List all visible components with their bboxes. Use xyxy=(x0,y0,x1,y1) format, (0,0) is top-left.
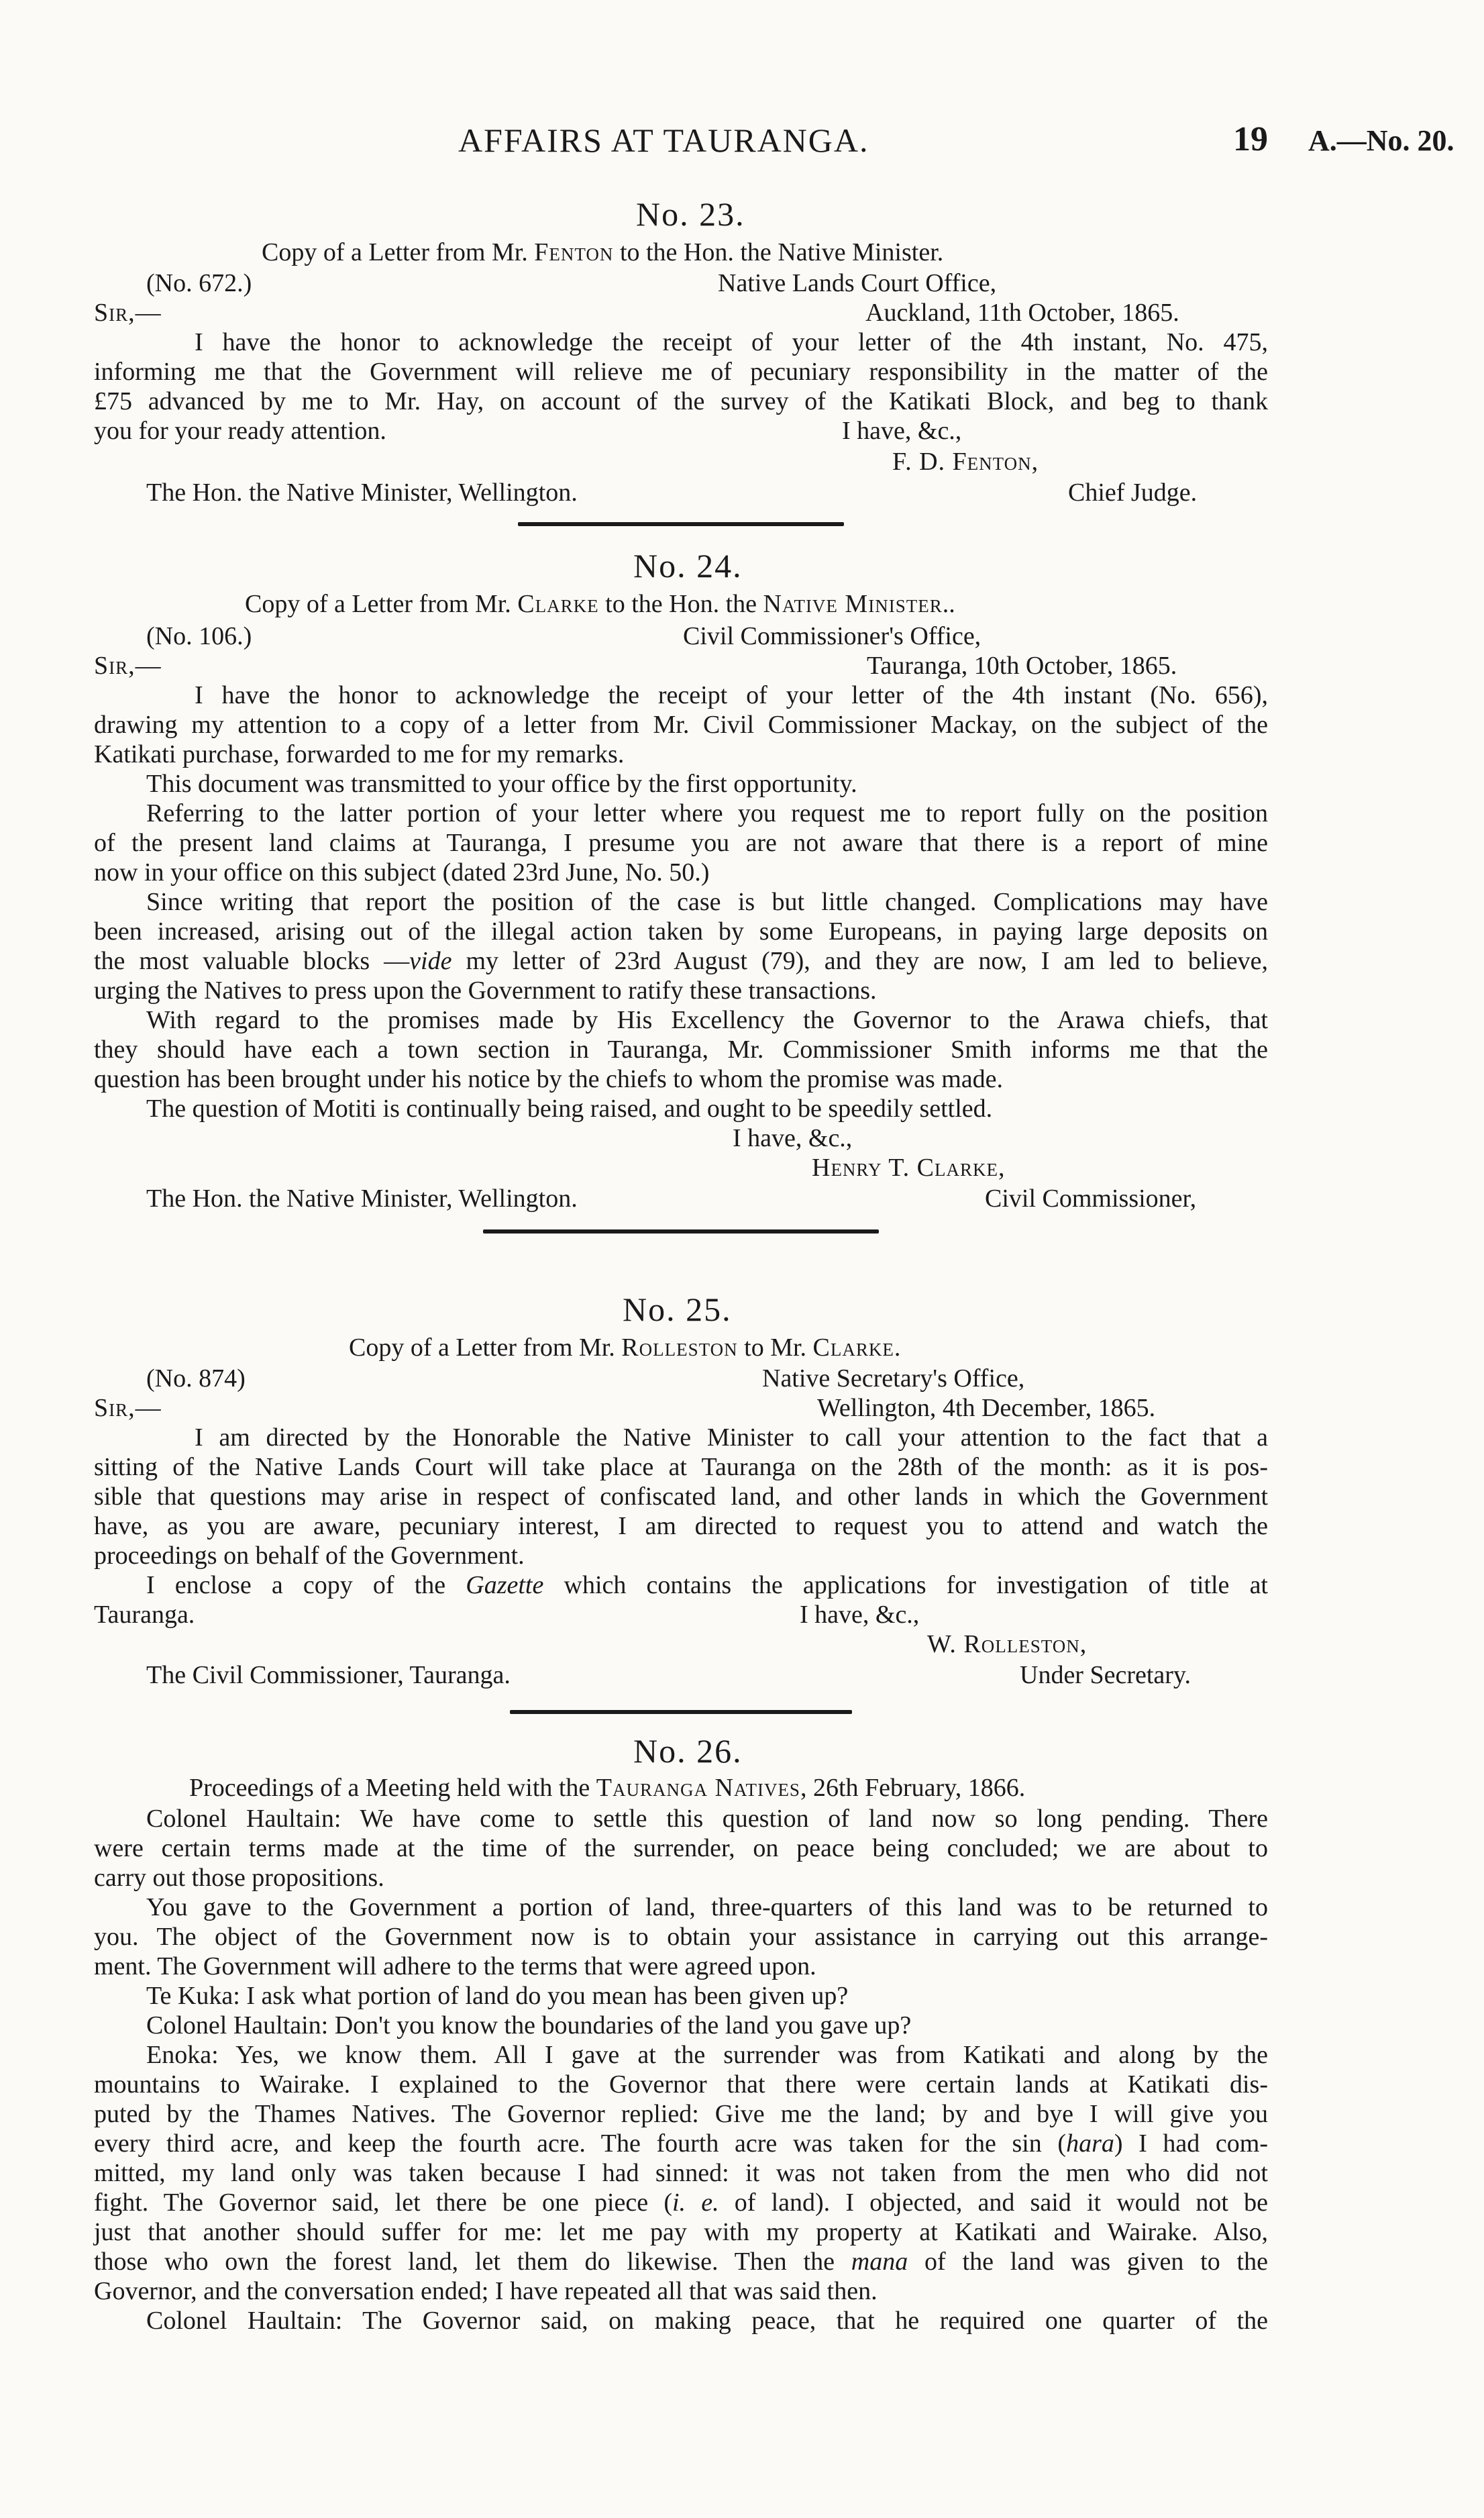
section-caption: Copy of a Letter from Mr. Clarke to the Hon. the Native Minister.. xyxy=(245,590,955,618)
paragraph-line: I have the honor to acknowledge the receipt of your letter of the 4th instant, No. 475, xyxy=(195,328,1268,356)
paragraph-line: question has been brought under his notice by the chiefs to whom the promise was made. xyxy=(94,1065,1004,1093)
letter-addressee: The Hon. the Native Minister, Wellington. xyxy=(146,479,578,507)
paragraph-line: proceedings on behalf of the Government. xyxy=(94,1542,525,1570)
letter-office: Native Secretary's Office, xyxy=(762,1364,1025,1393)
section-number: No. 26. xyxy=(633,1732,743,1770)
paragraph-line: ment. The Government will adhere to the terms that were agreed upon. xyxy=(94,1952,816,1980)
letter-place-date: Wellington, 4th December, 1865. xyxy=(817,1394,1156,1422)
page-number: 19 xyxy=(1233,120,1268,158)
paragraph-line: I have the honor to acknowledge the receipt of your letter of the 4th instant (No. 656), xyxy=(195,681,1268,709)
paragraph-line: Since writing that report the position of the case is but little changed. Complications may have xyxy=(146,888,1268,916)
paragraph-line: £75 advanced by me to Mr. Hay, on account of the survey of the Katikati Block, and beg to thank xyxy=(94,387,1268,415)
signatory-title: Under Secretary. xyxy=(1020,1661,1191,1689)
section-divider xyxy=(483,1229,879,1233)
section-caption: Copy of a Letter from Mr. Fenton to the Hon. the Native Minister. xyxy=(262,238,944,266)
letter-office: Native Lands Court Office, xyxy=(718,269,997,297)
paragraph-line: you for your ready attention. xyxy=(94,417,386,445)
running-title: AFFAIRS AT TAURANGA. xyxy=(458,121,869,159)
paragraph-line: Governor, and the conversation ended; I have repeated all that was said then. xyxy=(94,2277,878,2305)
paragraph-line: they should have each a town section in Tauranga, Mr. Commissioner Smith informs me that the xyxy=(94,1036,1268,1064)
paragraph-line: I enclose a copy of the Gazette which contains the applications for investigation of title at xyxy=(146,1571,1268,1599)
paragraph-line: those who own the forest land, let them do likewise. Then the mana of the land was given to the xyxy=(94,2248,1268,2276)
letter-ref-number: (No. 874) xyxy=(146,1364,246,1393)
paragraph-line: urging the Natives to press upon the Government to ratify these transactions. xyxy=(94,976,877,1005)
paragraph-line: now in your office on this subject (dated 23rd June, No. 50.) xyxy=(94,858,710,887)
section-divider xyxy=(518,522,844,526)
letter-closing: I have, &c., xyxy=(800,1601,920,1629)
paragraph-line: informing me that the Government will relieve me of pecuniary responsibility in the matter of the xyxy=(94,358,1268,386)
letter-place-date: Auckland, 11th October, 1865. xyxy=(865,299,1179,327)
letter-signature: Henry T. Clarke, xyxy=(812,1154,1006,1182)
paragraph-line: every third acre, and keep the fourth acre. The fourth acre was taken for the sin (hara) I had com- xyxy=(94,2129,1268,2158)
letter-signature: W. Rolleston, xyxy=(927,1630,1088,1658)
paragraph-line: Katikati purchase, forwarded to me for my remarks. xyxy=(94,740,625,768)
paragraph-line: of the present land claims at Tauranga, I presume you are not aware that there is a report of mine xyxy=(94,829,1268,857)
paragraph-line: puted by the Thames Natives. The Governor replied: Give me the land; by and bye I will give you xyxy=(94,2100,1268,2128)
document-reference: A.—No. 20. xyxy=(1308,124,1454,157)
letter-place-date: Tauranga, 10th October, 1865. xyxy=(867,652,1177,680)
paragraph-line: Colonel Haultain: The Governor said, on making peace, that he required one quarter of the xyxy=(146,2307,1268,2335)
paragraph-line: Tauranga. xyxy=(94,1601,195,1629)
paragraph-line: were certain terms made at the time of the surrender, on peace being concluded; we are about to xyxy=(94,1834,1268,1862)
paragraph-line: Enoka: Yes, we know them. All I gave at the surrender was from Katikati and along by the xyxy=(146,2041,1268,2069)
paragraph-line: drawing my attention to a copy of a letter from Mr. Civil Commissioner Mackay, on the subject of the xyxy=(94,711,1268,739)
letter-office: Civil Commissioner's Office, xyxy=(683,622,982,650)
salutation: Sir,— xyxy=(94,299,162,327)
section-caption: Proceedings of a Meeting held with the Tauranga Natives, 26th February, 1866. xyxy=(189,1774,1026,1802)
paragraph-line: just that another should suffer for me: let me pay with my property at Katikati and Wairake. Also, xyxy=(94,2218,1268,2246)
letter-closing: I have, &c., xyxy=(842,417,962,445)
paragraph-line: You gave to the Government a portion of land, three-quarters of this land was to be returned to xyxy=(146,1893,1268,1921)
paragraph-line: you. The object of the Government now is to obtain your assistance in carrying out this arrange- xyxy=(94,1923,1268,1951)
signatory-title: Chief Judge. xyxy=(1068,479,1198,507)
paragraph-line: mountains to Wairake. I explained to the Governor that there were certain lands at Katikati dis- xyxy=(94,2070,1268,2099)
letter-ref-number: (No. 106.) xyxy=(146,622,252,650)
paragraph-line: I am directed by the Honorable the Native Minister to call your attention to the fact that a xyxy=(195,1423,1268,1452)
paragraph-line: mitted, my land only was taken because I had sinned: it was not taken from the men who did not xyxy=(94,2159,1268,2187)
paragraph-line: Referring to the latter portion of your letter where you request me to report fully on the position xyxy=(146,799,1268,827)
paragraph-line: the most valuable blocks —vide my letter of 23rd August (79), and they are now, I am led to believe, xyxy=(94,947,1268,975)
section-number: No. 25. xyxy=(623,1291,732,1328)
paragraph-line: have, as you are aware, pecuniary interest, I am directed to request you to attend and watch the xyxy=(94,1512,1268,1540)
paragraph-line: Te Kuka: I ask what portion of land do you mean has been given up? xyxy=(146,1982,849,2010)
paragraph-line: fight. The Governor said, let there be one piece (i. e. of land). I objected, and said it would not be xyxy=(94,2188,1268,2217)
paragraph-line: been increased, arising out of the illegal action taken by some Europeans, in paying large deposits on xyxy=(94,917,1268,946)
paragraph-line: carry out those propositions. xyxy=(94,1864,384,1892)
paragraph-line: This document was transmitted to your office by the first opportunity. xyxy=(146,770,857,798)
paragraph-line: The question of Motiti is continually being raised, and ought to be speedily settled. xyxy=(146,1095,993,1123)
section-caption: Copy of a Letter from Mr. Rolleston to Mr. Clarke. xyxy=(349,1333,901,1362)
section-number: No. 23. xyxy=(636,195,745,233)
paragraph-line: sitting of the Native Lands Court will take place at Tauranga on the 28th of the month: as it is pos- xyxy=(94,1453,1268,1481)
salutation: Sir,— xyxy=(94,652,162,680)
letter-addressee: The Hon. the Native Minister, Wellington. xyxy=(146,1185,578,1213)
paragraph-line: Colonel Haultain: Don't you know the boundaries of the land you gave up? xyxy=(146,2011,912,2039)
section-number: No. 24. xyxy=(633,547,743,585)
letter-closing: I have, &c., xyxy=(733,1124,853,1152)
salutation: Sir,— xyxy=(94,1394,162,1422)
paragraph-line: With regard to the promises made by His Excellency the Governor to the Arawa chiefs, that xyxy=(146,1006,1268,1034)
section-divider xyxy=(510,1710,852,1714)
signatory-title: Civil Commissioner, xyxy=(985,1185,1197,1213)
paragraph-line: Colonel Haultain: We have come to settle this question of land now so long pending. There xyxy=(146,1805,1268,1833)
letter-ref-number: (No. 672.) xyxy=(146,269,252,297)
letter-signature: F. D. Fenton, xyxy=(892,448,1039,476)
paragraph-line: sible that questions may arise in respect of confiscated land, and other lands in which the Government xyxy=(94,1482,1268,1511)
letter-addressee: The Civil Commissioner, Tauranga. xyxy=(146,1661,511,1689)
